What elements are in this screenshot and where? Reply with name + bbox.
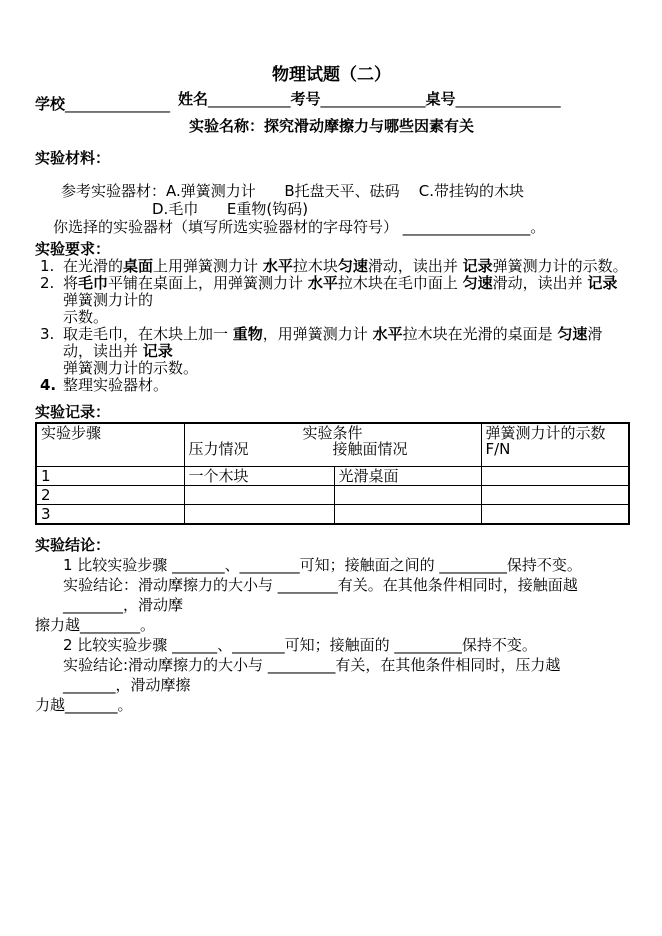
cell-step: 3 (36, 505, 184, 525)
materials-block (35, 182, 628, 236)
conditions-subheaders (189, 441, 477, 457)
cell-reading (481, 505, 629, 525)
header-fields-row (35, 88, 628, 113)
materials-selection-line: 你选择的实验器材（填写所选实验器材的字母符号） _________________。 (53, 218, 546, 236)
cell-reading (481, 486, 629, 505)
conditions-title: 实验条件 (302, 424, 363, 442)
reading-title: 弹簧测力计的示数 (485, 424, 606, 442)
exam-number-blank: ______________ (320, 90, 426, 108)
experiment-name-title: 实验名称：探究滑动摩擦力与哪些因素有关 (188, 117, 474, 135)
conclusion-line: 擦力越________。 (35, 616, 156, 634)
conclusions-block (35, 555, 628, 715)
cell-surface (334, 505, 481, 525)
conclusions-heading: 实验结论： (35, 536, 111, 554)
cell-step: 1 (36, 467, 184, 486)
requirements-list (35, 258, 628, 394)
materials-heading: 实验材料： (35, 149, 111, 167)
item-number: 1. (40, 257, 55, 275)
materials-reference-line2: D.毛巾 E重物(钩码) (152, 200, 309, 218)
requirement-item-1 (35, 258, 628, 275)
cell-surface (334, 486, 481, 505)
name-label: 姓名 (178, 90, 209, 108)
requirement-item-2 (35, 275, 628, 326)
exam-number-field (291, 88, 426, 110)
conclusion-line: 1 比较实验步骤 _______、________可知；接触面之间的 _________保持不变。 (63, 556, 582, 574)
header-cell-conditions (184, 423, 481, 467)
school-label: 学校 (35, 95, 66, 113)
exam-number-label: 考号 (290, 90, 321, 108)
conclusion-line: 实验结论：滑动摩擦力的大小与 ________有关。在其他条件相同时，接触面越________，滑动摩 (63, 576, 578, 614)
requirement-item-3 (35, 326, 628, 377)
table-row (36, 467, 629, 486)
table-row (36, 486, 629, 505)
table-row (36, 505, 629, 525)
item-number: 2. (40, 274, 55, 292)
desk-number-blank: ______________ (455, 90, 561, 108)
cell-surface: 光滑桌面 (334, 467, 481, 486)
requirements-heading: 实验要求： (35, 240, 111, 258)
header-cell-surface: 接触面情况 (332, 440, 408, 458)
header-cell-reading (481, 423, 629, 467)
table-header-row (36, 423, 629, 467)
cell-pressure (184, 505, 334, 525)
school-blank: ______________ (65, 95, 171, 113)
school-field (35, 93, 170, 115)
desk-number-field (426, 88, 561, 110)
conclusion-line: 2 比较实验步骤 ______、_______可知；接触面的 _________保持不变。 (63, 636, 537, 654)
conclusion-line: 力越_______。 (35, 696, 133, 714)
reading-unit: F/N (485, 440, 511, 458)
header-cell-pressure: 压力情况 (188, 440, 249, 458)
item-text: 在光滑的桌面上用弹簧测力计 水平拉木块匀速滑动，读出并 记录弹簧测力计的示数。 (63, 257, 628, 275)
cell-pressure: 一个木块 (184, 467, 334, 486)
cell-pressure (184, 486, 334, 505)
item-text: 将毛巾平铺在桌面上，用弹簧测力计 水平拉木块在毛巾面上 匀速滑动，读出并 记录弹簧测力计的 示数。 (63, 274, 618, 326)
desk-number-label: 桌号 (425, 90, 456, 108)
name-blank: ___________ (208, 90, 291, 108)
item-text: 取走毛巾，在木块上加一 重物，用弹簧测力计 水平拉木块在光滑的桌面是 匀速滑动，读出并 记录 弹簧测力计的示数。 (63, 325, 603, 377)
conclusion-line: 实验结论:滑动摩擦力的大小与 _________有关，在其他条件相同时，压力越 _______，滑动摩擦 (63, 656, 566, 694)
page-title: 物理试题（二） (272, 65, 391, 85)
item-text: 整理实验器材。 (63, 376, 169, 394)
item-number: 3. (40, 325, 55, 343)
item-number: 4. (40, 376, 57, 394)
cell-reading (481, 467, 629, 486)
record-heading: 实验记录： (35, 403, 111, 421)
record-table (35, 422, 630, 525)
cell-step: 2 (36, 486, 184, 505)
materials-reference-line1: 参考实验器材：A.弹簧测力计 B托盘天平、砝码 C.带挂钩的木块 (61, 182, 524, 200)
header-cell-step: 实验步骤 (36, 423, 184, 467)
requirement-item-4 (35, 377, 628, 394)
name-field (178, 88, 291, 110)
